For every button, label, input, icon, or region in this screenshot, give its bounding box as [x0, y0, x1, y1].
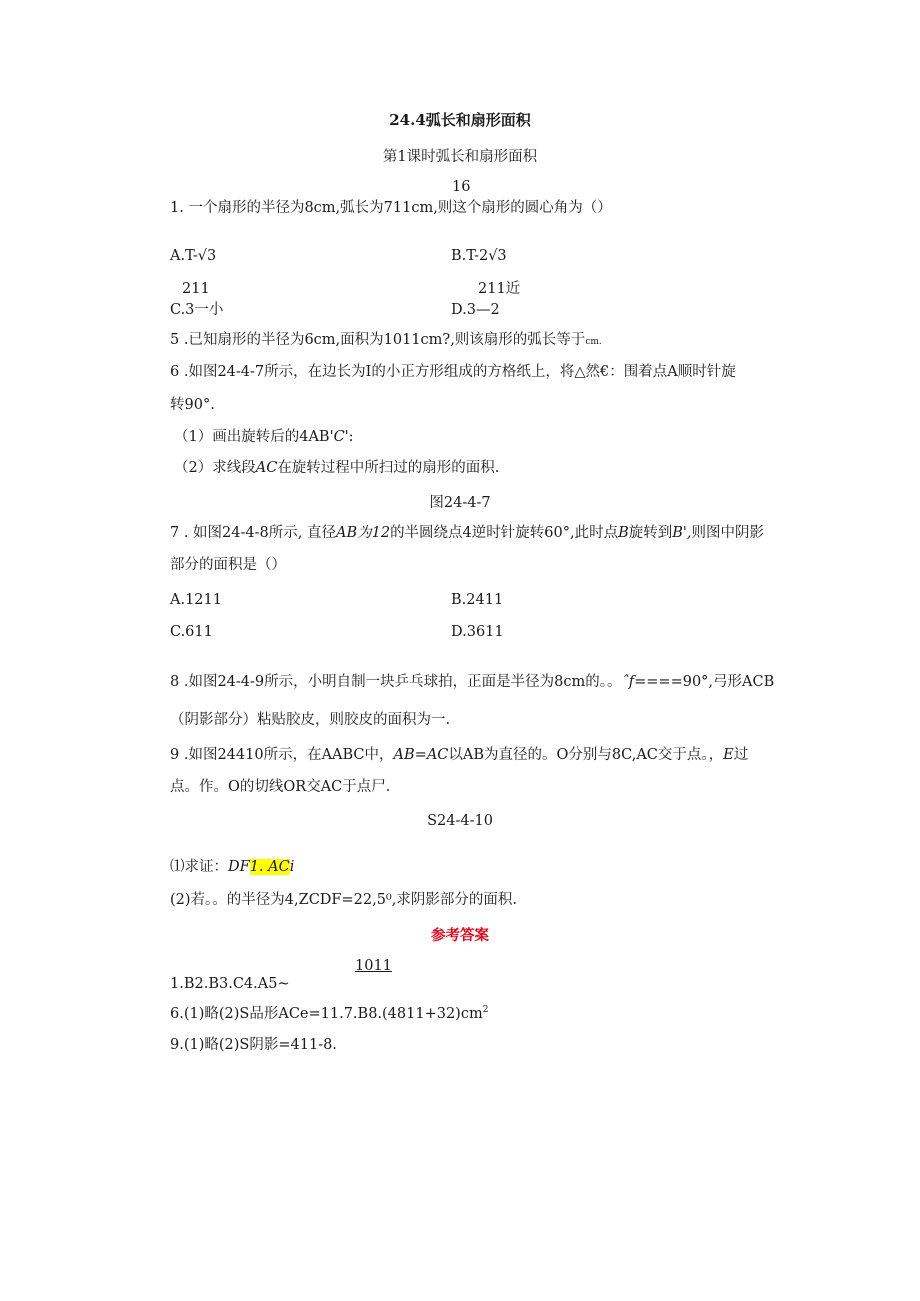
q5-unit: cm.: [585, 337, 602, 347]
q8-text-c: 90°,弓形ACB: [682, 674, 775, 690]
answers-fraction-numerator: 1011: [355, 958, 392, 974]
q7-text-g: 则图中阴影: [691, 525, 765, 541]
q6-part-2-text: （2）求线段: [174, 460, 256, 476]
q7-line-2: 部分的面积是（）: [170, 557, 286, 573]
q1-option-a: A.T-√3: [170, 248, 217, 264]
q6-part-2: [174, 459, 499, 477]
answers-line-3: 9.(1)略(2)S阴影=411-8.: [170, 1037, 337, 1053]
q9-text-d: E: [723, 747, 734, 763]
q9-line-1: [170, 746, 748, 764]
q6-line-1: 6 .如图24-4-7所示，在边长为I的小正方形组成的方格纸上，将△然€：围着点A顺时针旋: [170, 364, 736, 380]
q6-part-1-italic: C': [333, 429, 349, 445]
q1-option-d-numerator: 211近: [478, 281, 521, 297]
q6-part-1-text: （1）画出旋转后的4AB': [174, 429, 334, 445]
q6-part-2-suffix: 在旋转过程中所扫过的扇形的面积.: [277, 460, 500, 476]
q9-text-a: 9 .如图24410所示，在AABC中，: [170, 747, 394, 763]
q9-line-2: 点。作。O的切线OR交AC于点尸.: [170, 779, 391, 795]
q9-text-b: AB=AC: [393, 747, 449, 763]
q5-text: [170, 331, 602, 351]
page-subtitle: 第1课时弧长和扇形面积: [382, 149, 538, 165]
answers-line-1: 1.B2.B3.C4.A5~: [170, 976, 290, 992]
q9-part-1-text: ⑴求证：: [170, 859, 228, 875]
q9-part-2: (2)若。。的半径为4,ZCDF=22,5⁰,求阴影部分的面积.: [170, 892, 517, 908]
answers-line-2: [170, 1005, 488, 1023]
answers-line-2-text: 6.(1)略(2)S品形ACe=11.7.B8.(4811+32)cm: [170, 1006, 483, 1022]
q6-part-1: [174, 428, 354, 446]
q9-part-1: [170, 858, 294, 876]
answers-line-2-superscript: 2: [482, 1005, 489, 1016]
q7-text-f: B',: [672, 525, 692, 541]
q1-option-c: C.3一小: [170, 302, 224, 318]
q7-option-b: B.2411: [451, 592, 504, 608]
q8-text-a: 8 .如图24-4-9所示，小明自制一块乒乓球拍，正面是半径为8cm的。。: [170, 674, 622, 690]
q9-text-c: 以AB为直径的。O分别与8C,AC交于点。，: [448, 747, 724, 763]
q1-fraction-numerator: 16: [452, 179, 471, 195]
q1-option-b: B.T-2√3: [451, 248, 507, 264]
q1-option-d: D.3—2: [451, 302, 500, 318]
q7-text-e: 旋转到: [628, 525, 673, 541]
page-title: 24.4弧长和扇形面积: [389, 111, 531, 129]
q7-line-1: [170, 524, 764, 542]
q7-option-c: C.611: [170, 624, 213, 640]
q9-part-1-highlight: 1. AC: [249, 859, 290, 875]
q8-line-2: （阴影部分）粘贴胶皮，则胶皮的面积为一.: [170, 712, 451, 728]
q7-text-c: 的半圆绕点4逆时针旋转60°,此时点: [390, 525, 619, 541]
q6-part-1-suffix: :: [348, 429, 354, 445]
q7-option-a: A.1211: [170, 592, 222, 608]
q7-text-b: AB为12: [335, 525, 391, 541]
q9-figure-caption: S24-4-10: [427, 813, 493, 829]
q6-part-2-italic: AC: [255, 460, 278, 476]
answers-heading: 参考答案: [431, 927, 489, 944]
q7-text-a: 7 . 如图24-4-8所示, 直径: [170, 525, 336, 541]
q5-stem: 5 .已知扇形的半径为6cm,面积为1011cm?,则该扇形的弧长等于: [170, 332, 586, 348]
q8-text-b: ˆf====: [621, 674, 683, 690]
q7-option-d: D.3611: [451, 624, 504, 640]
q6-figure-caption: 图24-4-7: [429, 495, 491, 511]
q1-option-c-numerator: 211: [182, 281, 210, 297]
q8-line-1: [170, 673, 774, 691]
q6-line-2: 转90°.: [170, 397, 215, 413]
q9-text-e: 过: [733, 747, 749, 763]
q1-stem: 1. 一个扇形的半径为8cm,弧长为711cm,则这个扇形的圆心角为（）: [170, 200, 612, 216]
q9-part-1-tail: i: [289, 859, 295, 875]
q7-text-d: B: [618, 525, 629, 541]
q9-part-1-italic: DF: [228, 859, 250, 875]
